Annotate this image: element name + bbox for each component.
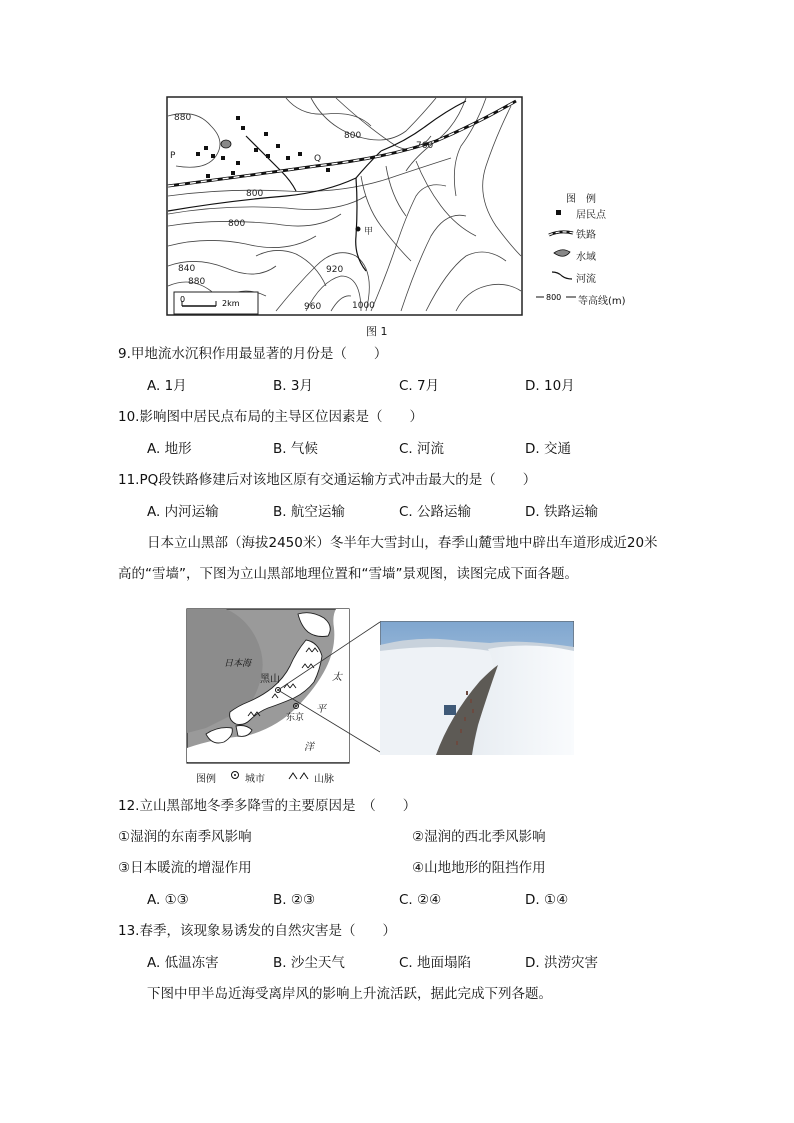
railway-icon (548, 228, 574, 238)
japan-map-legend (196, 770, 216, 785)
city-kurobe: 黑山 (260, 674, 280, 685)
point-p: P (170, 151, 176, 161)
figure-caption: 图 1 (366, 325, 388, 338)
legend-item: 铁路 (576, 230, 596, 241)
statement: ③日本暖流的增湿作用 (118, 860, 252, 876)
option: B. 沙尘天气 (273, 955, 345, 971)
legend-mountain: 山脉 (314, 774, 334, 785)
water-icon (552, 248, 572, 260)
option: D. 交通 (525, 441, 571, 457)
question-12: 12.立山黑部地冬季多降雪的主要原因是 （ ） (118, 798, 417, 814)
contour-label: 920 (326, 265, 344, 275)
connector-lines (278, 618, 382, 758)
option: A. 内河运输 (147, 504, 219, 520)
settlement-icon (556, 210, 561, 215)
contour-map (166, 96, 530, 318)
contour-label: 880 (174, 113, 192, 123)
legend-item: 居民点 (576, 210, 606, 221)
contour-label: 760 (416, 141, 434, 151)
contour-label: 960 (304, 302, 322, 312)
option: D. 铁路运输 (525, 504, 598, 520)
mountain-icon (288, 771, 312, 781)
statement: ②湿润的西北季风影响 (412, 829, 546, 845)
passage-line: 日本立山黑部（海拔2450米）冬半年大雪封山，春季山麓雪地中辟出车道形成近20米 (147, 535, 658, 551)
snow-wall-photo (380, 621, 574, 755)
option: A. 低温冻害 (147, 955, 219, 971)
legend-contour-value: 800 (546, 293, 562, 302)
scale-zero: 0 (180, 295, 186, 304)
question-9: 9.甲地流水沉积作用最显著的月份是（ ） (118, 346, 388, 362)
option: B. 3月 (273, 378, 313, 394)
option: B. ②③ (273, 892, 316, 908)
contour-label: 800 (246, 189, 264, 199)
option: A. 地形 (147, 441, 192, 457)
statement: ④山地地形的阻挡作用 (412, 860, 546, 876)
option: B. 气候 (273, 441, 318, 457)
point-jia: 甲 (364, 227, 374, 237)
contour-label: 800 (344, 131, 362, 141)
option: C. 公路运输 (399, 504, 472, 520)
option: D. 洪涝灾害 (525, 955, 598, 971)
city-icon (231, 771, 239, 779)
contour-label: 840 (178, 264, 196, 274)
map-legend (548, 190, 658, 320)
contour-label: 880 (188, 277, 206, 287)
ocean-label: 洋 (304, 742, 314, 753)
legend-item: 水域 (576, 252, 596, 263)
option: C. ②④ (399, 892, 442, 908)
option: D. 10月 (525, 378, 575, 394)
ocean-label: 平 (316, 704, 326, 715)
ocean-label: 太 (332, 672, 342, 683)
contour-line-icon (536, 291, 576, 303)
contour-label: 1000 (352, 301, 375, 311)
statement: ①湿润的东南季风影响 (118, 829, 252, 845)
question-11: 11.PQ段铁路修建后对该地区原有交通运输方式冲击最大的是（ ） (118, 472, 537, 488)
legend-item: 河流 (576, 274, 596, 285)
question-10: 10.影响图中居民点布局的主导区位因素是（ ） (118, 409, 423, 425)
option: D. ①④ (525, 892, 569, 908)
option: B. 航空运输 (273, 504, 345, 520)
river-icon (550, 270, 574, 280)
legend-item: 等高线(m) (578, 296, 626, 307)
sea-label: 日本海 (224, 659, 252, 669)
question-13: 13.春季，该现象易诱发的自然灾害是（ ） (118, 923, 396, 939)
point-q: Q (314, 154, 322, 164)
option: C. 7月 (399, 378, 440, 394)
legend-title: 图例 (196, 774, 216, 785)
scale-distance: 2km (222, 299, 240, 308)
passage-line: 高的“雪墙”，下图为立山黑部地理位置和“雪墙”景观图，读图完成下面各题。 (118, 566, 578, 582)
option: A. ①③ (147, 892, 189, 908)
option: C. 地面塌陷 (399, 955, 472, 971)
option: C. 河流 (399, 441, 445, 457)
city-tokyo: 东京 (286, 713, 305, 723)
legend-title: 图 例 (566, 194, 596, 205)
contour-label: 800 (228, 219, 246, 229)
option: A. 1月 (147, 378, 187, 394)
legend-city: 城市 (245, 774, 265, 785)
passage-line: 下图中甲半岛近海受离岸风的影响上升流活跃，据此完成下列各题。 (147, 986, 552, 1002)
